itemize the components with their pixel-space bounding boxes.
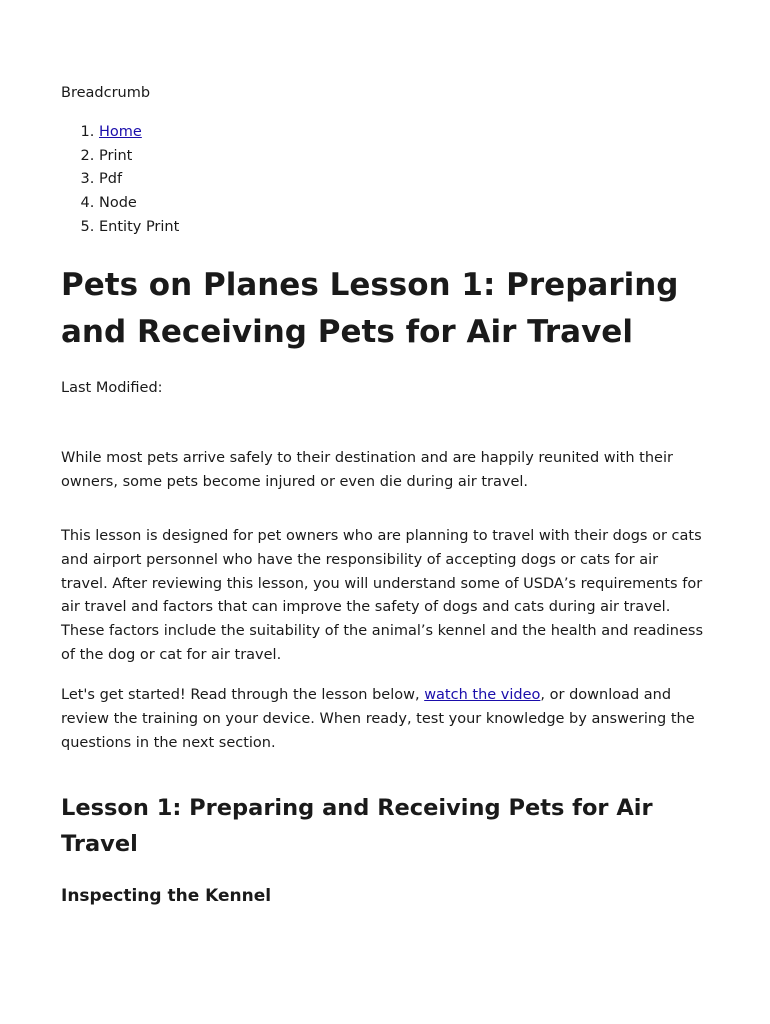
breadcrumb-item-node: 4. Node bbox=[99, 192, 179, 216]
lesson-description-paragraph: This lesson is designed for pet owners who are planning to travel with their dogs or cats and airport personnel who have the responsibility of accepting dogs or cats for air travel. After reviewing this lesson, you will understand some of USDA’s requirements for air travel and factors that can improve the safety of dogs and cats during air travel. These factors include the suitability of the animal’s kennel and the health and readiness of the dog or cat for air travel. bbox=[61, 528, 703, 663]
intro-paragraph: While most pets arrive safely to their destination and are happily reunited with their owners, some pets become injured or even die during air travel. bbox=[61, 450, 673, 490]
section-title: Lesson 1: Preparing and Receiving Pets for Air Travel bbox=[61, 795, 653, 857]
breadcrumb-item-pdf: 3. Pdf bbox=[99, 168, 179, 192]
breadcrumb-link-home[interactable]: Home bbox=[99, 124, 142, 140]
page-title: Pets on Planes Lesson 1: Preparing and Receiving Pets for Air Travel bbox=[61, 267, 679, 350]
get-started-paragraph bbox=[61, 684, 706, 755]
breadcrumb-item-print: 2. Print bbox=[99, 145, 179, 169]
subsection-title: Inspecting the Kennel bbox=[61, 886, 272, 906]
watch-video-link[interactable]: watch the video bbox=[424, 687, 541, 703]
breadcrumb-list bbox=[61, 121, 179, 240]
breadcrumb-item-home bbox=[99, 121, 179, 145]
last-modified: Last Modified: bbox=[61, 380, 163, 396]
get-started-text: Let's get started! Read through the lesson below, bbox=[61, 687, 425, 703]
breadcrumb-item-entity-print: 5. Entity Print bbox=[99, 216, 179, 240]
breadcrumb-heading: Breadcrumb bbox=[61, 85, 151, 101]
get-started-text-rest: , or download and review the training on your device. When ready, test your knowledge by answering the questions in the next section. bbox=[61, 687, 695, 751]
